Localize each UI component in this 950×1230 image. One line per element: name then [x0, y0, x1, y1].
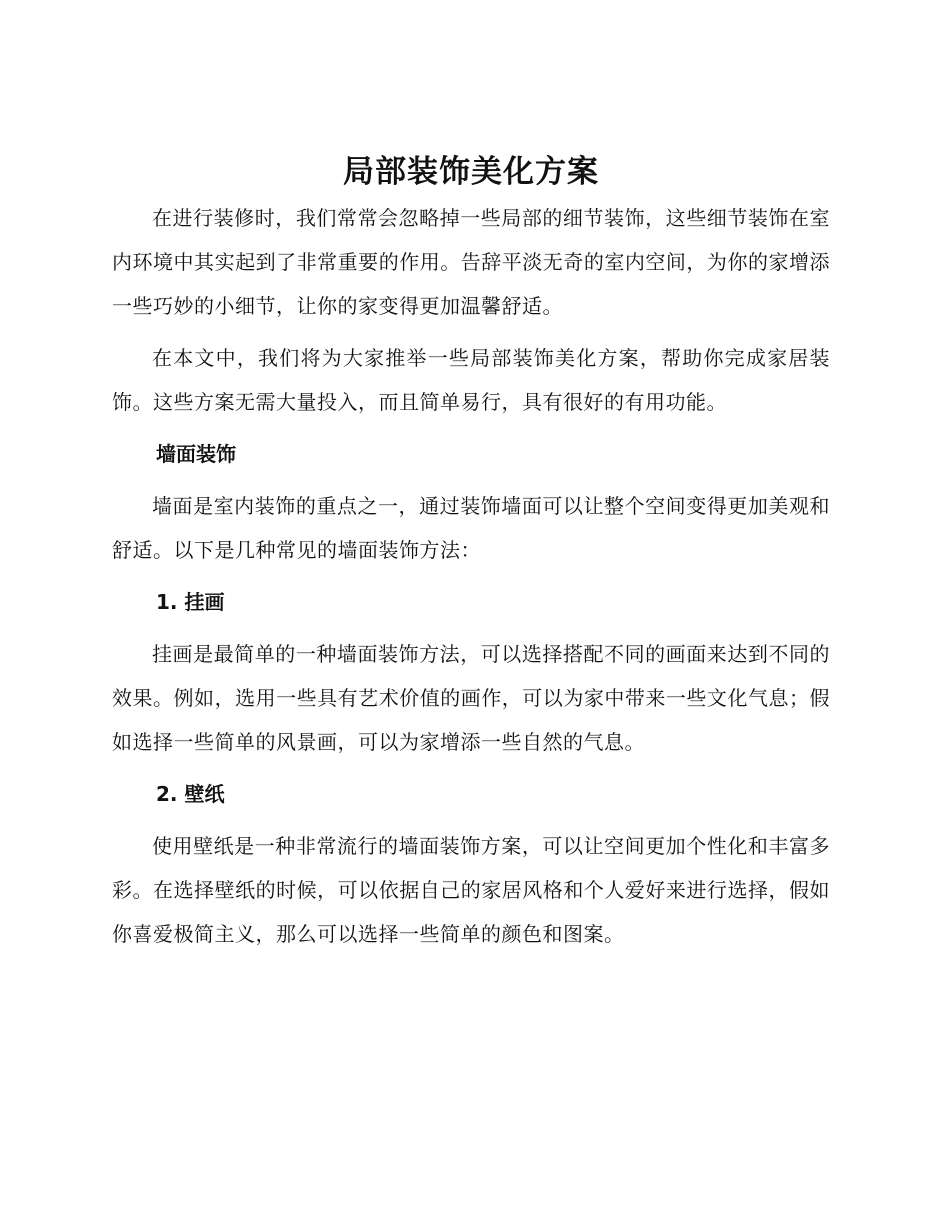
subheading-wallpaper: 2. 壁纸 — [156, 782, 225, 806]
intro-paragraph-1: 在进行装修时，我们常常会忽略掉一些局部的细节装饰，这些细节装饰在室内环境中其实起到了非常重要的作用。告辞平淡无奇的室内空间，为你的家增添一些巧妙的小细节，让你的家变得更加温馨舒适。 — [112, 206, 830, 318]
section-heading-wall-decoration: 墙面装饰 — [156, 442, 236, 466]
paragraph-hanging-pictures: 挂画是最简单的一种墙面装饰方法，可以选择搭配不同的画面来达到不同的效果。例如，选用一些具有艺术价值的画作，可以为家中带来一些文化气息；假如选择一些简单的风景画，可以为家增添一些自然的气息。 — [112, 642, 830, 754]
paragraph-wallpaper: 使用壁纸是一种非常流行的墙面装饰方案，可以让空间更加个性化和丰富多彩。在选择壁纸的时候，可以依据自己的家居风格和个人爱好来进行选择，假如你喜爱极简主义，那么可以选择一些简单的颜色和图案。 — [112, 834, 830, 946]
subheading-hanging-pictures: 1. 挂画 — [156, 590, 225, 614]
section-paragraph-wall-decoration: 墙面是室内装饰的重点之一，通过装饰墙面可以让整个空间变得更加美观和舒适。以下是几种常见的墙面装饰方法： — [112, 494, 830, 562]
intro-paragraph-2: 在本文中，我们将为大家推举一些局部装饰美化方案，帮助你完成家居装饰。这些方案无需大量投入，而且简单易行，具有很好的有用功能。 — [112, 346, 830, 414]
document-title: 局部装饰美化方案 — [343, 154, 599, 190]
